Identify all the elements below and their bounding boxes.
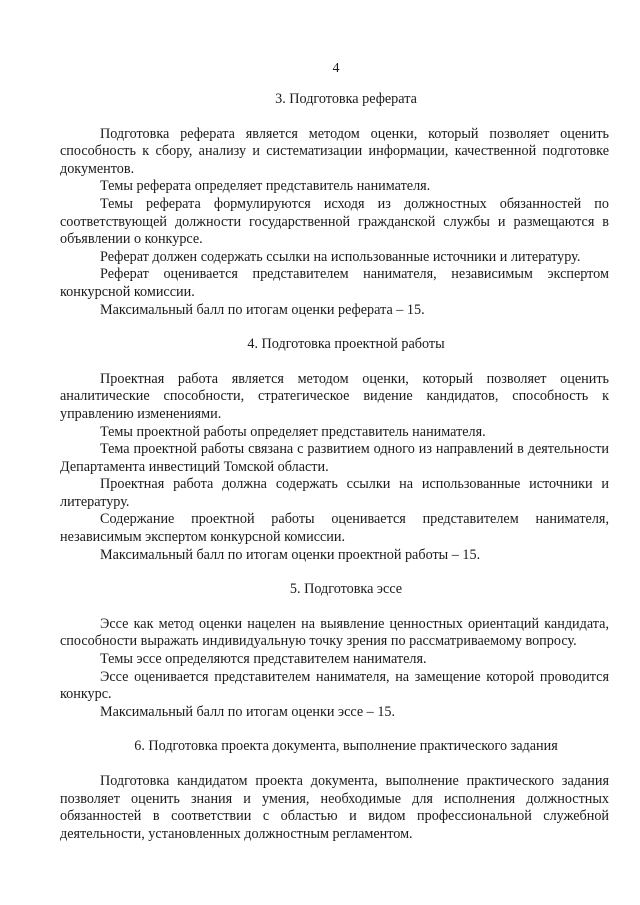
- section-project-work: [60, 336, 609, 564]
- paragraph: Максимальный балл по итогам оценки проектной работы – 15.: [100, 546, 481, 563]
- paragraph: Темы реферата определяет представитель нанимателя.: [100, 178, 431, 195]
- paragraph: Тема проектной работы связана с развитием одного из направлений в деятельности Департамента инвестиций Томской области.: [60, 441, 609, 475]
- section-heading: 5. Подготовка эссе: [289, 581, 403, 598]
- paragraph: Эссе как метод оценки нацелен на выявление ценностных ориентаций кандидата, способности выражать индивидуальную точку зрения по рассматриваемому вопросу.: [60, 615, 609, 650]
- paragraph: Подготовка кандидатом проекта документа, выполнение практического задания позволяет оценить знания и умения, необходимые для исполнения должностных обязанностей в соответствии с областью и видом профессиональной служебной деятельности, установленных должностным регламентом.: [60, 773, 609, 842]
- paragraph: Эссе оценивается представителем нанимателя, на замещение которой проводится конкурс.: [60, 668, 609, 703]
- section-heading: 6. Подготовка проекта документа, выполнение практического задания: [134, 738, 558, 755]
- section-heading: 4. Подготовка проектной работы: [247, 336, 445, 353]
- paragraph: Реферат оценивается представителем нанимателя, независимым экспертом конкурсной комиссии.: [60, 266, 609, 300]
- paragraph: Темы реферата формулируются исходя из должностных обязанностей по соответствующей должности государственной гражданской службы и размещаются в объявлении о конкурсе.: [60, 195, 609, 248]
- section-document-draft: [60, 738, 609, 843]
- paragraph: Проектная работа является методом оценки, который позволяет оценить аналитические способности, стратегическое видение кандидатов, способность к управлению изменениями.: [60, 370, 609, 422]
- paragraph: Содержание проектной работы оценивается представителем нанимателя, независимым экспертом конкурсной комиссии.: [60, 511, 609, 546]
- paragraph: Подготовка реферата является методом оценки, который позволяет оценить способность к сбору, анализу и систематизации информации, качественной подготовке документов.: [60, 125, 609, 177]
- paragraph: Реферат должен содержать ссылки на использованные источники и литературу.: [100, 248, 581, 265]
- paragraph: Темы проектной работы определяет представитель нанимателя.: [100, 423, 486, 440]
- document-body: [60, 91, 609, 843]
- page-number: 4: [332, 61, 340, 76]
- paragraph: Максимальный балл по итогам оценки реферата – 15.: [100, 301, 425, 318]
- paragraph: Темы эссе определяются представителем нанимателя.: [100, 651, 427, 668]
- section-referat: [60, 91, 609, 319]
- section-essay: [60, 581, 609, 721]
- section-heading: 3. Подготовка реферата: [275, 91, 417, 107]
- paragraph: Максимальный балл по итогам оценки эссе – 15.: [100, 703, 396, 720]
- paragraph: Проектная работа должна содержать ссылки на использованные источники и литературу.: [60, 476, 609, 510]
